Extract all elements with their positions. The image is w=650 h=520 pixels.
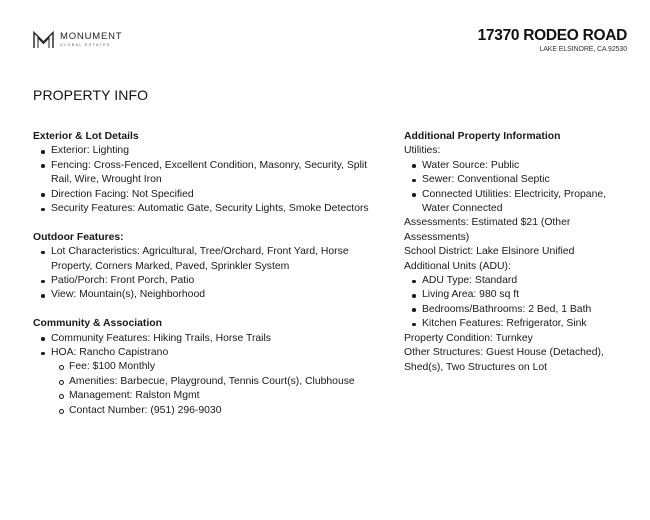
utilities-label: Utilities: [404,145,441,157]
list-item: Direction Facing: Not Specified [33,188,378,202]
address-street: 17370 RODEO ROAD [477,27,627,44]
list-item: Water Source: Public [404,159,634,173]
school-district: School District: Lake Elsinore Unified [404,246,575,258]
list-item: Patio/Porch: Front Porch, Patio [33,274,378,288]
list-item: Community Features: Hiking Trails, Horse Trails [33,332,378,346]
list-item: Management: Ralston Mgmt [51,389,378,403]
monument-logo-icon [33,31,54,49]
property-condition: Property Condition: Turnkey [404,332,533,344]
community-list [33,332,378,418]
list-item: View: Mountain(s), Neighborhood [33,288,378,302]
community-heading: Community & Association [33,318,162,330]
list-item: Contact Number: (951) 296-9030 [51,404,378,418]
assessments: Assessments: Estimated $21 (Other Assessments) [404,217,571,243]
property-address [478,27,627,54]
outdoor-list [33,245,378,303]
hoa-list [51,360,378,418]
brand-name: MONUMENT [60,31,123,43]
list-item: Fee: $100 Monthly [51,360,378,374]
exterior-heading: Exterior & Lot Details [33,131,139,142]
list-item: Kitchen Features: Refrigerator, Sink [404,317,634,331]
additional-heading: Additional Property Information [404,131,561,142]
other-structures: Other Structures: Guest House (Detached), Shed(s), Two Structures on Lot [404,347,604,373]
left-column [33,130,378,418]
list-item: Exterior: Lighting [33,144,378,158]
list-item [33,346,378,418]
right-column [404,130,634,375]
list-item: Fencing: Cross-Fenced, Excellent Condition, Masonry, Security, Split Rail, Wire, Wrought Iron [33,159,378,188]
exterior-list [33,144,378,216]
adu-list [404,274,634,332]
brand-tagline: GLOBAL ESTATES [60,42,111,47]
adu-label: Additional Units (ADU): [404,260,511,272]
brand-logo [33,31,122,49]
list-item: ADU Type: Standard [404,274,634,288]
hoa-label: HOA: Rancho Capistrano [51,347,169,359]
list-item: Living Area: 980 sq ft [404,288,634,302]
utilities-list [404,159,634,217]
list-item: Security Features: Automatic Gate, Security Lights, Smoke Detectors [33,202,378,216]
list-item: Bedrooms/Bathrooms: 2 Bed, 1 Bath [404,303,634,317]
list-item: Connected Utilities: Electricity, Propane, Water Connected [404,188,634,217]
outdoor-heading: Outdoor Features: [33,231,124,243]
list-item: Amenities: Barbecue, Playground, Tennis Court(s), Clubhouse [51,375,378,389]
page-title: PROPERTY INFO [33,87,149,103]
address-city: LAKE ELSINORE, CA 92530 [539,46,627,53]
list-item: Lot Characteristics: Agricultural, Tree/Orchard, Front Yard, Horse Property, Corners Marked, Paved, Sprinkler System [33,245,378,274]
list-item: Sewer: Conventional Septic [404,173,634,187]
